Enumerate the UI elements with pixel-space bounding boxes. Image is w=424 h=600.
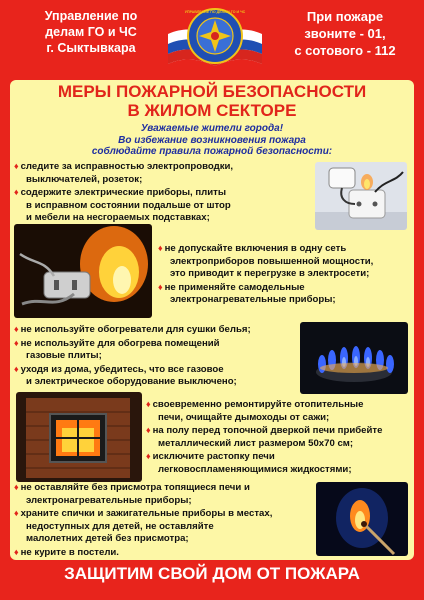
title-line: В ЖИЛОМ СЕКТОРЕ: [127, 101, 297, 120]
header-organization: [20, 8, 162, 56]
rule-text: не курите в постели.: [20, 546, 119, 558]
rule-line: [158, 256, 410, 269]
rule-text: и электрическое оборудование выключено;: [26, 376, 237, 388]
rules-section-supervision: [14, 481, 310, 560]
rule-line: [158, 281, 410, 295]
rule-text: электронагревательные приборы;: [26, 494, 192, 506]
rule-line: [14, 376, 298, 389]
rule-line: [146, 438, 412, 451]
rule-text: электронагревательные приборы;: [170, 294, 336, 306]
rule-text: не применяйте самодельные: [164, 281, 305, 293]
rule-line: [14, 323, 298, 337]
rule-line: [146, 450, 412, 464]
rule-text: не используйте обогреватели для сушки белья;: [20, 324, 251, 335]
flame-bullet-icon: ♦: [146, 425, 151, 436]
rules-section-electrical: [14, 160, 310, 225]
flame-bullet-icon: ♦: [146, 399, 151, 409]
photo-wood-stove: [16, 392, 142, 482]
rule-text: металлический лист размером 50х70 см;: [158, 437, 354, 449]
flame-bullet-icon: ♦: [14, 337, 19, 348]
rule-line: [14, 533, 310, 546]
rule-text: уходя из дома, убедитесь, что все газовое: [20, 363, 224, 375]
rule-line: [14, 174, 310, 187]
rule-line: [14, 200, 310, 213]
rule-text: не используйте для обогрева помещений: [20, 337, 220, 349]
rules-section-stoves: [146, 398, 412, 477]
rule-text: не оставляйте без присмотра топящиеся печи и: [20, 482, 250, 493]
rule-line: [146, 412, 412, 425]
rule-text: печи, очищайте дымоходы от сажи;: [158, 411, 330, 423]
rule-text: газовые плиты;: [26, 350, 102, 362]
header-right-line: с сотового - 112: [294, 43, 396, 58]
flame-bullet-icon: ♦: [14, 324, 19, 334]
rule-line: [158, 294, 410, 307]
photo-gas-burner: [300, 322, 408, 394]
flame-bullet-icon: ♦: [14, 546, 19, 557]
rule-line: [146, 424, 412, 438]
header-left-line: Управление по: [44, 9, 138, 23]
rule-text: малолетних детей без присмотра;: [26, 533, 189, 545]
flame-bullet-icon: ♦: [146, 451, 151, 462]
flame-bullet-icon: ♦: [14, 363, 19, 374]
rule-text: это приводит к перегрузке в электросети;: [170, 268, 370, 280]
flame-bullet-icon: ♦: [158, 243, 163, 253]
rule-text: своевременно ремонтируйте отопительные: [152, 399, 364, 410]
flame-bullet-icon: ♦: [14, 508, 19, 519]
rule-text: содержите электрические приборы, плиты: [20, 187, 227, 199]
rule-text: следите за исправностью электропроводки,: [20, 161, 234, 172]
rule-line: [146, 464, 412, 477]
rule-line: [146, 398, 412, 412]
content-panel: [10, 80, 414, 560]
subtitle-line: Во избежание возникновения пожара: [118, 134, 306, 146]
rule-line: [14, 495, 310, 508]
header-emergency-numbers: [280, 8, 410, 59]
rule-line: [158, 242, 410, 256]
footer-slogan: ЗАЩИТИМ СВОЙ ДОМ ОТ ПОЖАРА: [64, 564, 360, 583]
flame-bullet-icon: ♦: [14, 161, 19, 171]
rule-text: на полу перед топочной дверкой печи прибейте: [152, 425, 383, 437]
header-left-line: делам ГО и ЧС: [45, 25, 137, 39]
flame-bullet-icon: ♦: [158, 281, 163, 292]
rule-text: выключателей, розеток;: [26, 173, 143, 185]
emblem-icon: [166, 4, 264, 70]
header-right-line: звоните - 01,: [304, 26, 386, 41]
svg-text:УПРАВЛЕНИЕ ПО ДЕЛАМ ГО И ЧС: УПРАВЛЕНИЕ ПО ДЕЛАМ ГО И ЧС: [184, 10, 246, 14]
flame-bullet-icon: ♦: [14, 187, 19, 198]
title-line: МЕРЫ ПОЖАРНОЙ БЕЗОПАСНОСТИ: [57, 82, 367, 101]
rule-line: [14, 521, 310, 534]
rule-line: [158, 268, 410, 281]
header-right-line: При пожаре: [306, 9, 384, 24]
rule-text: недоступных для детей, не оставляйте: [26, 520, 214, 532]
rule-text: исключите растопку печи: [152, 451, 275, 463]
poster-title: [10, 82, 414, 120]
rule-text: легковоспламеняющимися жидкостями;: [158, 463, 352, 475]
rule-line: [14, 186, 310, 200]
rule-text: электроприборов повышенной мощности,: [170, 255, 374, 267]
photo-burning-match: [316, 482, 408, 556]
rules-section-heaters: [14, 323, 298, 389]
photo-outlet: [315, 162, 407, 230]
photo-burning-plug: [14, 224, 152, 318]
rule-line: [14, 160, 310, 174]
rule-line: [14, 337, 298, 351]
rule-text: в исправном состоянии подальше от штор: [26, 199, 231, 211]
subtitle-line: Уважаемые жители города!: [140, 123, 284, 134]
rule-line: [14, 481, 310, 495]
rule-text: не допускайте включения в одну сеть: [164, 243, 347, 254]
rule-line: [14, 350, 298, 363]
flame-bullet-icon: ♦: [14, 482, 19, 492]
rule-text: храните спички и зажигательные приборы в местах,: [20, 508, 273, 520]
rule-line: [14, 363, 298, 377]
rules-section-electric-network: [158, 242, 410, 307]
rule-line: [14, 507, 310, 521]
header-left-line: г. Сыктывкара: [46, 41, 136, 55]
rule-line: [14, 546, 310, 560]
rule-text: и мебели на несгораемых подставках;: [26, 212, 210, 224]
subtitle-line: соблюдайте правила пожарной безопасности:: [91, 146, 333, 157]
poster-subtitle: [10, 123, 414, 158]
